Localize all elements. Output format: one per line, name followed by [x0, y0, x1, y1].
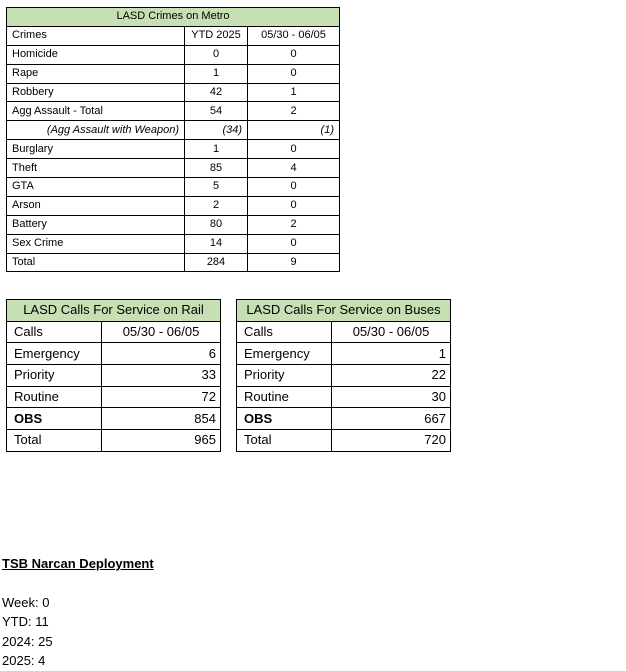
- call-value: 965: [102, 430, 221, 452]
- narcan-line: 2025: 4: [2, 653, 46, 668]
- crime-label: Burglary: [7, 140, 185, 159]
- crime-week: 0: [248, 45, 340, 64]
- crime-ytd: 2: [185, 196, 248, 215]
- table-row: [237, 365, 451, 387]
- crime-ytd: 1: [185, 64, 248, 83]
- crime-week: (1): [248, 121, 340, 140]
- crime-week: 9: [248, 253, 340, 272]
- col-header-week: 05/30 - 06/05: [332, 321, 451, 343]
- table-row: [7, 430, 221, 452]
- crime-ytd: 1: [185, 140, 248, 159]
- rail-calls-table: [6, 299, 221, 452]
- call-label: OBS: [237, 408, 332, 430]
- crime-week: 2: [248, 102, 340, 121]
- table-row: [237, 343, 451, 365]
- table-row: [7, 234, 340, 253]
- table-row: [7, 253, 340, 272]
- narcan-line: YTD: 11: [2, 614, 49, 629]
- narcan-line: 2024: 25: [2, 633, 53, 649]
- crime-ytd: 14: [185, 234, 248, 253]
- table-row: [7, 178, 340, 197]
- table-row: [237, 430, 451, 452]
- table-row: [237, 408, 451, 430]
- col-header-week: 05/30 - 06/05: [248, 26, 340, 45]
- call-label: Routine: [7, 386, 102, 408]
- crime-label: Agg Assault - Total: [7, 102, 185, 121]
- table-row: [7, 140, 340, 159]
- call-value: 720: [332, 430, 451, 452]
- table-row: [7, 365, 221, 387]
- crimes-table-title: LASD Crimes on Metro: [7, 8, 340, 27]
- crime-ytd: 85: [185, 159, 248, 178]
- table-row: [237, 386, 451, 408]
- call-value: 854: [102, 408, 221, 430]
- bus-calls-table: [236, 299, 451, 452]
- col-header-calls: Calls: [237, 321, 332, 343]
- crime-week: 2: [248, 215, 340, 234]
- bus-calls-title: LASD Calls For Service on Buses: [237, 300, 451, 322]
- crime-week: 0: [248, 196, 340, 215]
- table-row: [7, 343, 221, 365]
- table-row: [7, 45, 340, 64]
- table-row: [7, 386, 221, 408]
- table-row: [7, 159, 340, 178]
- crime-label: Total: [7, 253, 185, 272]
- call-value: 1: [332, 343, 451, 365]
- crime-label: Rape: [7, 64, 185, 83]
- narcan-title: TSB Narcan Deployment: [2, 556, 154, 571]
- call-value: 72: [102, 386, 221, 408]
- call-label: Emergency: [237, 343, 332, 365]
- table-row: [7, 408, 221, 430]
- crime-label: Robbery: [7, 83, 185, 102]
- crime-label: Homicide: [7, 45, 185, 64]
- crime-ytd: 42: [185, 83, 248, 102]
- call-label: Priority: [237, 365, 332, 387]
- col-header-crimes: Crimes: [7, 26, 185, 45]
- crime-ytd: 80: [185, 215, 248, 234]
- crime-week: 4: [248, 159, 340, 178]
- call-value: 33: [102, 365, 221, 387]
- crime-ytd: 0: [185, 45, 248, 64]
- call-label: Priority: [7, 365, 102, 387]
- crime-ytd: (34): [185, 121, 248, 140]
- col-header-week: 05/30 - 06/05: [102, 321, 221, 343]
- crime-ytd: 284: [185, 253, 248, 272]
- call-label: OBS: [7, 408, 102, 430]
- call-value: 22: [332, 365, 451, 387]
- rail-calls-title: LASD Calls For Service on Rail: [7, 300, 221, 322]
- crime-week: 0: [248, 178, 340, 197]
- col-header-calls: Calls: [7, 321, 102, 343]
- crime-label: Battery: [7, 215, 185, 234]
- crime-ytd: 5: [185, 178, 248, 197]
- col-header-ytd: YTD 2025: [185, 26, 248, 45]
- crime-label: Theft: [7, 159, 185, 178]
- call-label: Emergency: [7, 343, 102, 365]
- crimes-table: [6, 7, 340, 272]
- crime-label: GTA: [7, 178, 185, 197]
- call-label: Total: [7, 430, 102, 452]
- crime-ytd: 54: [185, 102, 248, 121]
- table-row: [7, 121, 340, 140]
- crime-week: 0: [248, 234, 340, 253]
- crime-week: 0: [248, 140, 340, 159]
- call-value: 6: [102, 343, 221, 365]
- table-row: [7, 196, 340, 215]
- call-label: Total: [237, 430, 332, 452]
- narcan-line: Week: 0: [2, 594, 50, 610]
- table-row: [7, 83, 340, 102]
- crime-week: 0: [248, 64, 340, 83]
- table-row: [7, 64, 340, 83]
- narcan-section: [2, 554, 154, 671]
- table-row: [7, 102, 340, 121]
- crime-week: 1: [248, 83, 340, 102]
- call-value: 667: [332, 408, 451, 430]
- crime-label: Sex Crime: [7, 234, 185, 253]
- table-row: [7, 215, 340, 234]
- call-label: Routine: [237, 386, 332, 408]
- crime-label: (Agg Assault with Weapon): [7, 121, 185, 140]
- crime-label: Arson: [7, 196, 185, 215]
- call-value: 30: [332, 386, 451, 408]
